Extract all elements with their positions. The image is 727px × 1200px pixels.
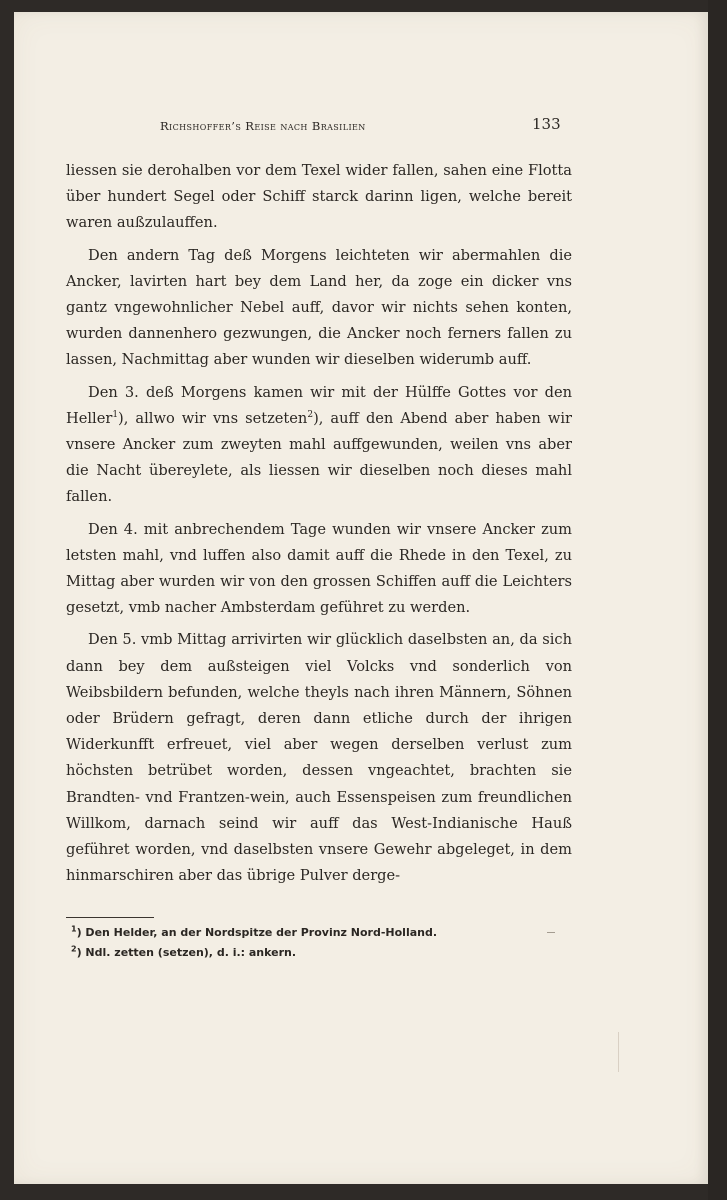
footnote-text: ) Ndl. zetten (setzen), d. i.: ankern. — [76, 946, 297, 959]
book-page — [14, 12, 708, 1184]
paragraph-5: Den 5. vmb Mittag arrivirten wir glücklich daselbsten an, da sich dann bey dem außsteigen viel Volcks vnd sonderlich von Weibsbildern befunden, welche theyls nach ihren Männern, Söhnen oder Brüdern gefragt, deren dann etliche durch der ihrigen Widerkunfft erfreuet, viel aber wegen derselben verlust zum höchsten betrübet worden, dessen vngeachtet, brachten sie Brandten- vnd Frantzen-wein, auch Essenspeisen zum freundlichen Willkom, darnach seind wir auff das West-Indianische Hauß geführet worden, vnd daselbsten vnsere Gewehr abgeleget, in dem hinmarschiren aber das übrige Pulver derge- — [66, 631, 572, 885]
footnote-mark: 1 — [71, 924, 77, 934]
paragraph-3 — [66, 380, 572, 511]
paragraph-3-text-b: ), allwo wir vns setzeten — [118, 409, 308, 427]
scan-background-edge — [708, 0, 727, 1200]
stray-mark — [547, 932, 555, 933]
paragraph-3-text-a: Den 3. deß Morgens kamen wir mit der Hülffe Gottes vor den Heller — [66, 383, 572, 427]
running-head: Richshoffer’s Reise nach Brasilien — [160, 119, 366, 133]
footnote-mark: 2 — [71, 944, 77, 954]
footnote-ref-1: 1 — [112, 409, 119, 420]
paragraph-3-text-c: ), auff den Abend aber haben wir vnsere Ancker zum zweyten mahl auffgewunden, weilen vns aber die Nacht übereylete, als liessen wir dieselben noch dieses mahl fallen. — [66, 409, 572, 506]
paper-crease — [618, 1032, 619, 1072]
paragraph-4: Den 4. mit anbrechendem Tage wunden wir vnsere Ancker zum letsten mahl, vnd luffen also damit auff die Rhede in den Texel, zu Mittag aber wurden wir von den grossen Schiffen auff die Leichters gesetzt, vmb nacher Ambsterdam geführet zu werden. — [66, 520, 572, 617]
footnote-text: ) Den Helder, an der Nordspitze der Provinz Nord-Holland. — [76, 926, 438, 939]
paragraph-2: Den andern Tag deß Morgens leichteten wir abermahlen die Ancker, lavirten hart bey dem Land her, da zoge ein dicker vns gantz vngewohnlicher Nebel auff, davor wir nichts sehen konten, wurden dannenhero gezwungen, die Ancker noch ferners fallen zu lassen, Nachmittag aber wunden wir dieselben widerumb auff. — [66, 246, 572, 369]
body-text — [66, 158, 572, 889]
footnotes — [71, 923, 541, 963]
footnote-ref-2: 2 — [307, 409, 314, 420]
paragraph-1: liessen sie derohalben vor dem Texel wider fallen, sahen eine Flotta über hundert Segel oder Schiff starck darinn ligen, welche bereit waren außzulauffen. — [66, 162, 572, 232]
footnote-separator — [66, 917, 154, 918]
footnote-1 — [71, 923, 541, 943]
page-number: 133 — [532, 115, 561, 133]
footnote-2 — [71, 943, 541, 963]
